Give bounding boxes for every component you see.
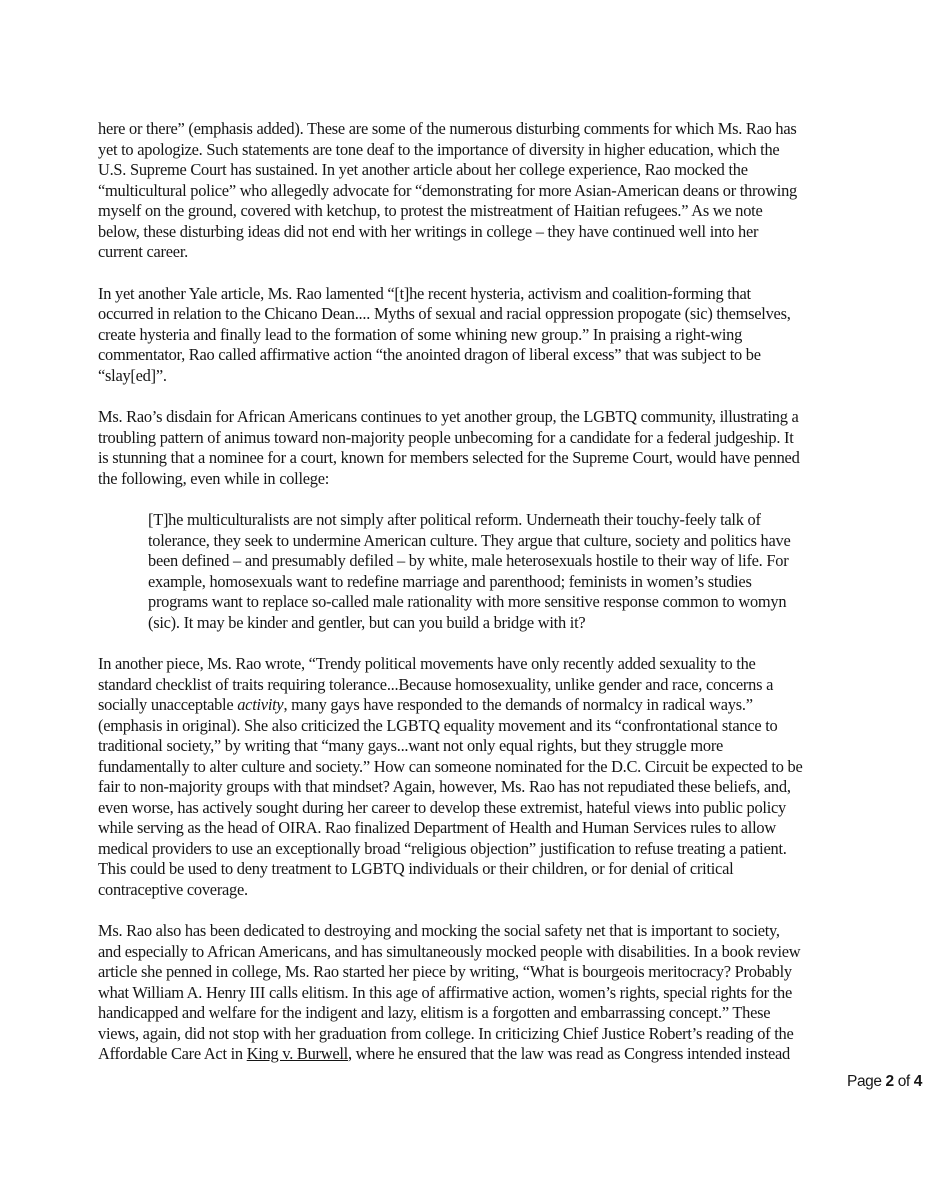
text-line: below, these disturbing ideas did not end with her writings in college – they have continued well into her [98,221,759,241]
text-line: “slay[ed]”. [98,365,167,385]
text-line: handicapped and welfare for the indigent and lazy, elitism is a forgotten and embarrassing concept.” These [98,1003,771,1022]
text-line: medical providers to use an exceptionally broad “religious objection” justification to refuse treating a patient. [98,838,787,858]
text-line [98,695,898,716]
text-line: example, homosexuals want to redefine marriage and parenthood; feminists in women’s studies [148,571,752,591]
text-line: “multicultural police” who allegedly advocate for “demonstrating for more Asian-American deans or throwing [98,180,797,200]
text-line: here or there” (emphasis added). These are some of the numerous disturbing comments for which Ms. Rao has [98,119,797,138]
page-word: Page [847,1072,882,1090]
text-line: what William A. Henry III calls elitism. In this age of affirmative action, women’s rights, special rights for the [98,982,792,1002]
page-number [98,1072,922,1092]
text-line: programs want to replace so-called male rationality with more sensitive response common to womyn [148,592,787,611]
text-segment: , many gays have responded to the demands of normalcy in radical ways.” [283,695,753,714]
text-line: fundamentally to alter culture and society.” How can someone nominated for the D.C. Circuit be expected to be [98,756,803,776]
text-line: In yet another Yale article, Ms. Rao lamented “[t]he recent hysteria, activism and coalition-forming that [98,283,751,303]
text-line: Ms. Rao also has been dedicated to destroying and mocking the social safety net that is important to society, [98,921,780,940]
text-segment: , where he ensured that the law was read as Congress intended instead [347,1044,790,1063]
text-line: In another piece, Ms. Rao wrote, “Trendy political movements have only recently added sexuality to the [98,654,756,673]
paragraph-lgbtq-disdain [98,407,898,489]
text-line: (emphasis in original). She also criticized the LGBTQ equality movement and its “confrontational stance to [98,715,778,735]
text-line: myself on the ground, covered with ketchup, to protest the mistreatment of Haitian refugees.” As we note [98,201,763,220]
of-word: of [897,1072,910,1090]
text-segment: Affordable Care Act in [98,1044,247,1063]
paragraph-yale-article [98,284,898,387]
text-line: even worse, has actively sought during her career to develop these extremist, hateful views into public policy [98,797,787,817]
text-line: troubling pattern of animus toward non-majority people unbecoming for a candidate for a federal judgeship. It [98,427,794,447]
text-segment: socially unacceptable [98,695,238,714]
text-line: while serving as the head of OIRA. Rao finalized Department of Health and Human Services rules to allow [98,818,776,837]
text-line: occurred in relation to the Chicano Dean.... Myths of sexual and racial oppression propogate (sic) themselves, [98,304,791,323]
text-line: been defined – and presumably defiled – by white, male heterosexuals hostile to their way of life. For [148,551,789,570]
page-current: 2 [885,1072,894,1090]
text-line: and especially to African Americans, and has simultaneously mocked people with disabilities. In a book review [98,941,801,961]
case-citation: King v. Burwell [246,1044,348,1063]
text-line: fair to non-majority groups with that mindset? Again, however, Ms. Rao has not repudiated these beliefs, and, [98,777,791,796]
text-line: tolerance, they seek to undermine American culture. They argue that culture, society and politics have [148,530,791,550]
text-line: commentator, Rao called affirmative action “the anointed dragon of liberal excess” that was subject to be [98,345,761,364]
text-line: U.S. Supreme Court has sustained. In yet another article about her college experience, Rao mocked the [98,160,748,179]
text-line: yet to apologize. Such statements are tone deaf to the importance of diversity in higher education, which the [98,139,780,159]
text-line: is stunning that a nominee for a court, known for members selected for the Supreme Court, would have penned [98,448,800,467]
paragraph-trendy-movements [98,654,898,900]
text-line: [T]he multiculturalists are not simply after political reform. Underneath their touchy-feely talk of [148,510,761,529]
block-quote-multiculturalists [148,510,898,633]
text-line: create hysteria and finally lead to the formation of some whining new group.” In praising a right-wing [98,324,743,344]
text-line: views, again, did not stop with her graduation from college. In criticizing Chief Justice Robert’s reading of the [98,1023,794,1043]
text-line: contraceptive coverage. [98,879,248,899]
paragraph-emphasis-added [98,119,898,263]
text-line: Ms. Rao’s disdain for African Americans continues to yet another group, the LGBTQ community, illustrating a [98,407,799,426]
text-line: article she penned in college, Ms. Rao started her piece by writing, “What is bourgeois meritocracy? Probably [98,962,792,981]
text-line: (sic). It may be kinder and gentler, but can you build a bridge with it? [148,612,586,632]
text-line [98,1044,898,1065]
page-total: 4 [913,1072,922,1090]
text-line: This could be used to deny treatment to LGBTQ individuals or their children, or for denial of critical [98,859,734,878]
paragraph-social-safety-net [98,921,898,1065]
text-line: the following, even while in college: [98,468,330,488]
text-line: traditional society,” by writing that “many gays...want not only equal rights, but they struggle more [98,736,724,755]
document-body [98,119,922,1092]
emphasized-text: activity [237,695,284,714]
text-line: standard checklist of traits requiring tolerance...Because homosexuality, unlike gender and race, concerns a [98,674,774,694]
text-line: current career. [98,242,188,261]
